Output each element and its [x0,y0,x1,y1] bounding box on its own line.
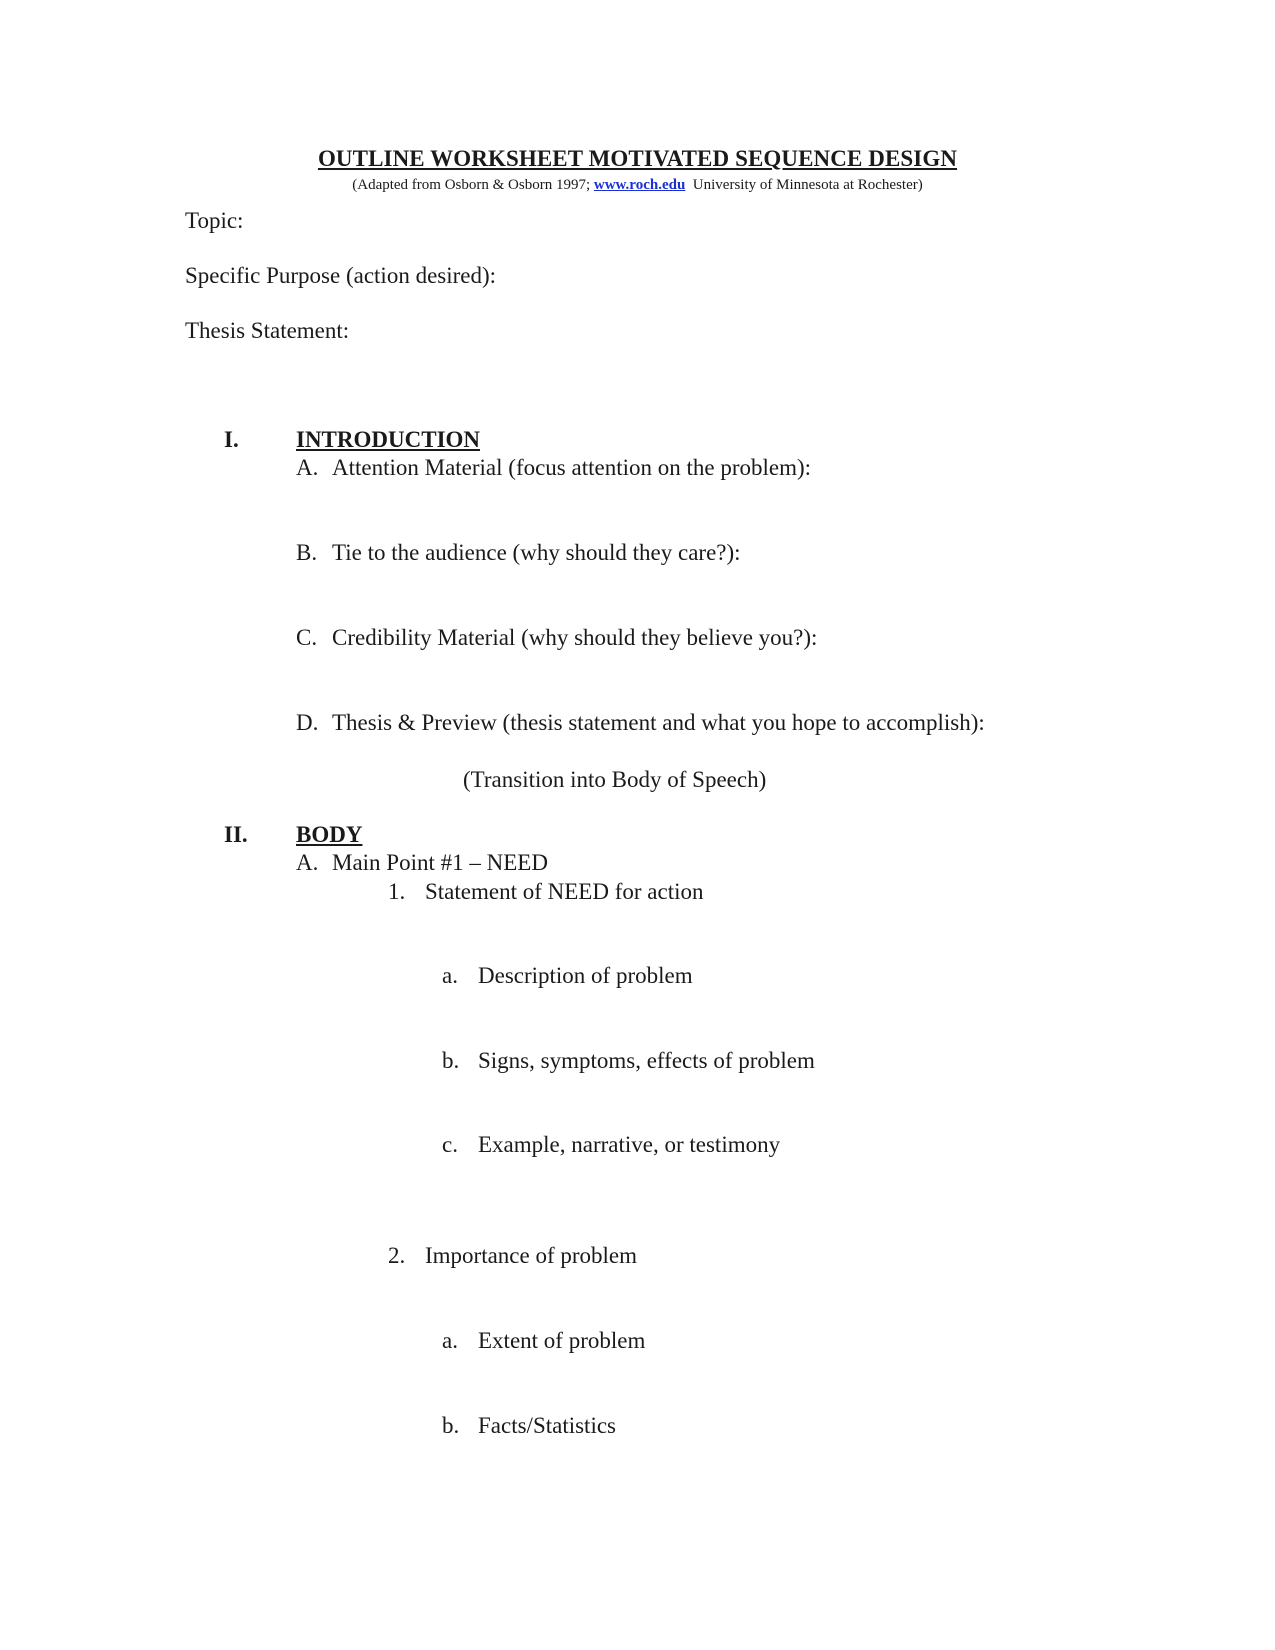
subpoint-importance-of-problem: Importance of problem [425,1243,638,1268]
body-main-point-need: Main Point #1 – NEED [332,850,548,875]
transition-note: (Transition into Body of Speech) [463,767,767,792]
subpoint-marker: 1. [388,879,406,904]
detail-marker: a. [442,963,458,988]
subpoint-marker: 2. [388,1243,406,1268]
detail-marker: a. [442,1328,458,1353]
page-subtitle [0,177,1275,194]
intro-item-marker: C. [296,625,318,650]
subpoint-statement-of-need: Statement of NEED for action [425,879,704,904]
intro-item-tie-to-audience: Tie to the audience (why should they care?): [332,540,741,565]
detail-signs-symptoms: Signs, symptoms, effects of problem [478,1048,815,1073]
detail-example-narrative: Example, narrative, or testimony [478,1132,781,1157]
subtitle-prefix: (Adapted from Osborn & Osborn 1997; [352,177,594,193]
specific-purpose-label: Specific Purpose (action desired): [185,263,497,288]
detail-extent-of-problem: Extent of problem [478,1328,646,1353]
subtitle-suffix: University of Minnesota at Rochester) [685,177,923,193]
thesis-statement-label: Thesis Statement: [185,318,350,343]
section-numeral-introduction: I. [224,427,239,452]
intro-item-marker: A. [296,455,319,480]
intro-item-marker: D. [296,710,319,735]
detail-description-of-problem: Description of problem [478,963,693,988]
detail-facts-statistics: Facts/Statistics [478,1413,616,1438]
detail-marker: b. [442,1413,460,1438]
intro-item-credibility-material: Credibility Material (why should they believe you?): [332,625,818,650]
intro-item-attention-material: Attention Material (focus attention on the problem): [332,455,812,480]
section-heading-body: BODY [296,822,363,847]
detail-marker: b. [442,1048,460,1073]
topic-label: Topic: [185,208,244,233]
body-main-point-marker: A. [296,850,319,875]
intro-item-thesis-preview: Thesis & Preview (thesis statement and what you hope to accomplish): [332,710,985,735]
intro-item-marker: B. [296,540,318,565]
source-link[interactable]: www.roch.edu [593,177,686,193]
page-title: OUTLINE WORKSHEET MOTIVATED SEQUENCE DESIGN [317,146,958,171]
section-numeral-body: II. [224,822,248,847]
detail-marker: c. [442,1132,458,1157]
section-heading-introduction: INTRODUCTION [296,427,481,452]
